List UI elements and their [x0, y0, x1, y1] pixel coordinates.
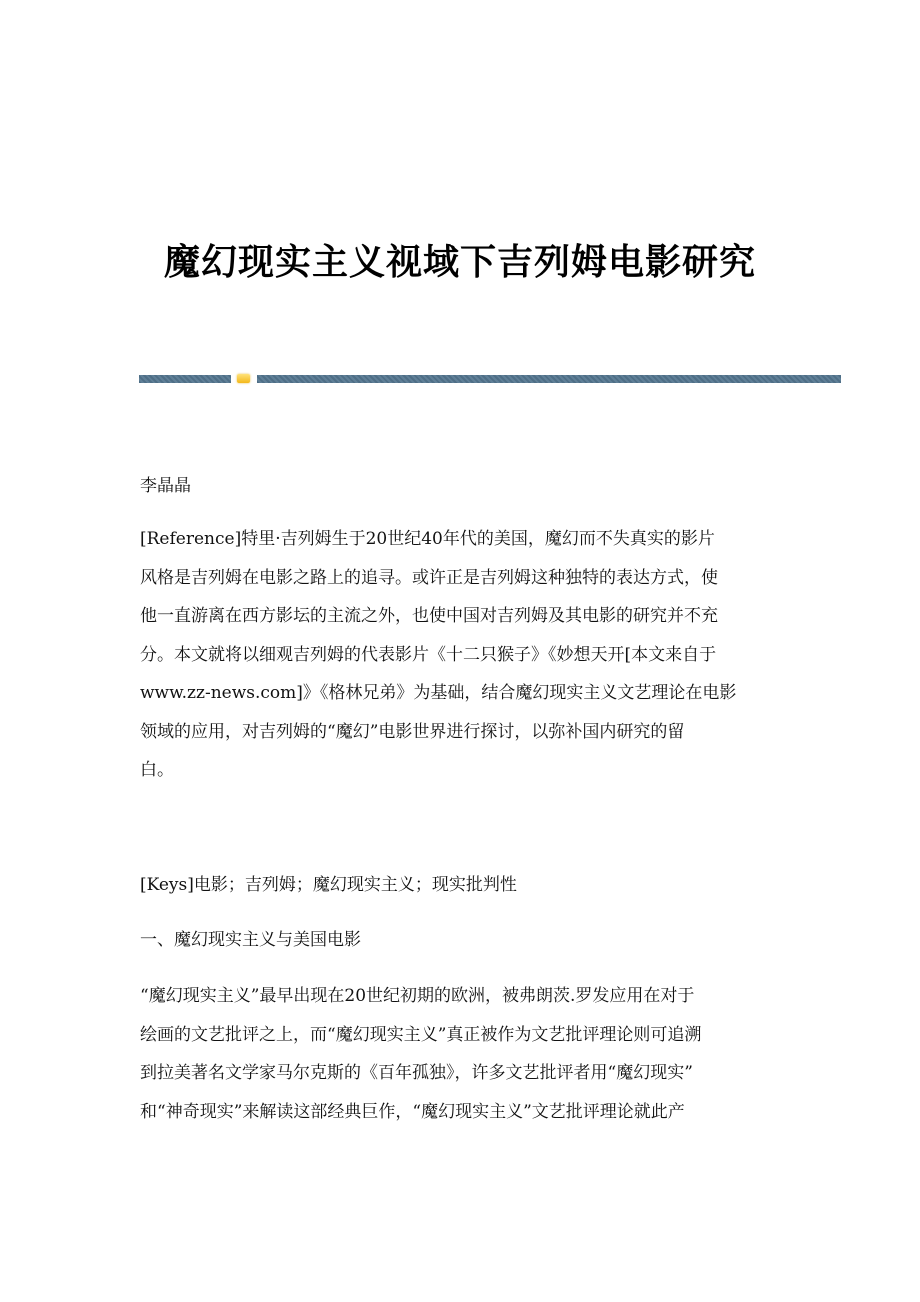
abstract-line: 领域的应用，对吉列姆的“魔幻”电影世界进行探讨，以弥补国内研究的留: [140, 721, 685, 742]
abstract-line: 分。本文就将以细观吉列姆的代表影片《十二只猴子》《妙想天开[本文来自于: [140, 644, 717, 665]
gold-ornament-icon: [237, 374, 250, 383]
body-line: 和“神奇现实”来解读这部经典巨作，“魔幻现实主义”文艺批评理论就此产: [140, 1101, 685, 1122]
body-paragraph: [140, 977, 780, 1131]
abstract-line: 白。: [140, 760, 174, 780]
abstract-line: 风格是吉列姆在电影之路上的追寻。或许正是吉列姆这种独特的表达方式，使: [140, 567, 718, 588]
divider-bar-left: [139, 375, 231, 383]
body-line: 到拉美著名文学家马尔克斯的《百年孤独》，许多文艺批评者用“魔幻现实”: [140, 1063, 693, 1083]
abstract-line: www.zz-news.com]》《格林兄弟》为基础，结合魔幻现实主义文艺理论在电影: [140, 683, 737, 703]
keywords: [Keys]电影；吉列姆；魔幻现实主义；现实批判性: [140, 875, 517, 895]
section-heading: 一、魔幻现实主义与美国电影: [140, 930, 361, 950]
abstract-paragraph: [140, 520, 780, 790]
title-divider: [139, 375, 841, 384]
body-line: “魔幻现实主义”最早出现在20世纪初期的欧洲，被弗朗茨.罗发应用在对于: [140, 986, 695, 1006]
document-title: 魔幻现实主义视域下吉列姆电影研究: [163, 242, 756, 284]
divider-bar-right: [257, 375, 841, 383]
abstract-line: 他一直游离在西方影坛的主流之外，也使中国对吉列姆及其电影的研究并不充: [140, 606, 718, 626]
author-name: 李晶晶: [140, 476, 191, 496]
body-line: 绘画的文艺批评之上，而“魔幻现实主义”真正被作为文艺批评理论则可追溯: [140, 1024, 702, 1045]
abstract-line: [Reference]特里·吉列姆生于20世纪40年代的美国，魔幻而不失真实的影片: [140, 529, 715, 549]
